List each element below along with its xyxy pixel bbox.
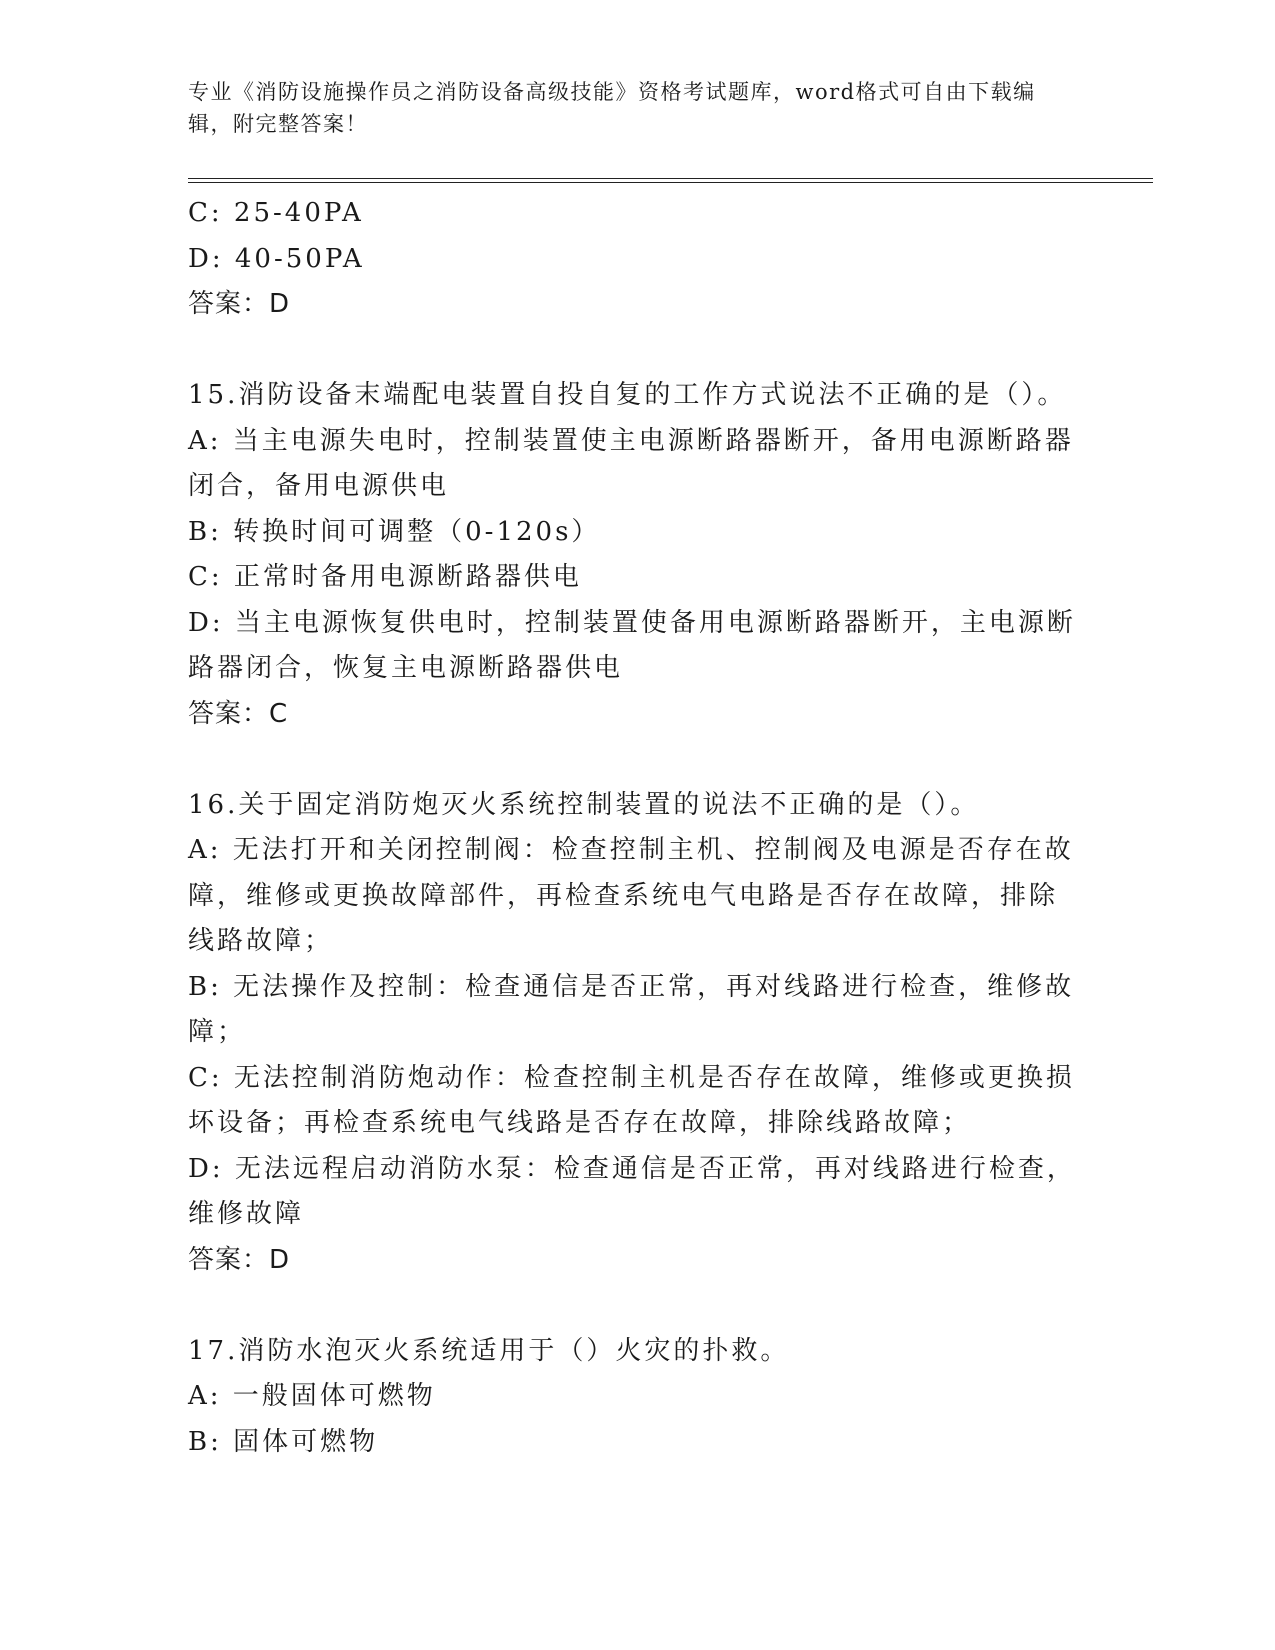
spacer [188, 1283, 1078, 1329]
option-b: B: 无法操作及控制：检查通信是否正常，再对线路进行检查，维修故障； [188, 971, 1075, 1047]
option-d: D: 40-50PA [188, 243, 365, 274]
option-c: C: 正常时备用电源断路器供电 [188, 562, 582, 592]
option-a: A: 无法打开和关闭控制阀：检查控制主机、控制阀及电源是否存在故障，维修或更换故障部件，再检查系统电气电路是否存在故障，排除线路故障； [188, 835, 1074, 956]
option-d: D: 无法远程启动消防水泵：检查通信是否正常，再对线路进行检查，维修故障 [188, 1153, 1076, 1229]
question-stem: 15.消防设备末端配电装置自投自复的工作方式说法不正确的是（）。 [188, 380, 1067, 410]
answer: 答案：D [188, 289, 291, 319]
question-stem: 17.消防水泡灭火系统适用于（）火灾的扑救。 [188, 1335, 790, 1366]
option-c: C: 25-40PA [188, 198, 364, 228]
option-b: B: 转换时间可调整（0-120s） [188, 516, 601, 547]
spacer [188, 737, 1078, 783]
spacer [188, 328, 1078, 374]
answer: 答案：C [188, 698, 289, 729]
header-rule-bottom [188, 182, 1153, 183]
question-stem: 16.关于固定消防炮灭火系统控制装置的说法不正确的是（）。 [188, 789, 980, 820]
option-b: B: 固体可燃物 [188, 1426, 379, 1457]
option-a: A: 当主电源失电时，控制装置使主电源断路器断开，备用电源断路器闭合，备用电源供电 [188, 425, 1074, 501]
answer: 答案：D [188, 1244, 291, 1275]
option-c: C: 无法控制消防炮动作：检查控制主机是否存在故障，维修或更换损坏设备；再检查系统电气线路是否存在故障，排除线路故障； [188, 1062, 1075, 1138]
document-header: 专业《消防设施操作员之消防设备高级技能》资格考试题库，word格式可自由下载编辑，附完整答案！ [188, 80, 1036, 136]
option-d: D: 当主电源恢复供电时，控制装置使备用电源断路器断开，主电源断路器闭合，恢复主电源断路器供电 [188, 607, 1076, 683]
option-a: A: 一般固体可燃物 [188, 1381, 436, 1411]
question-content [188, 191, 1078, 1465]
header-rule-top [188, 178, 1153, 179]
